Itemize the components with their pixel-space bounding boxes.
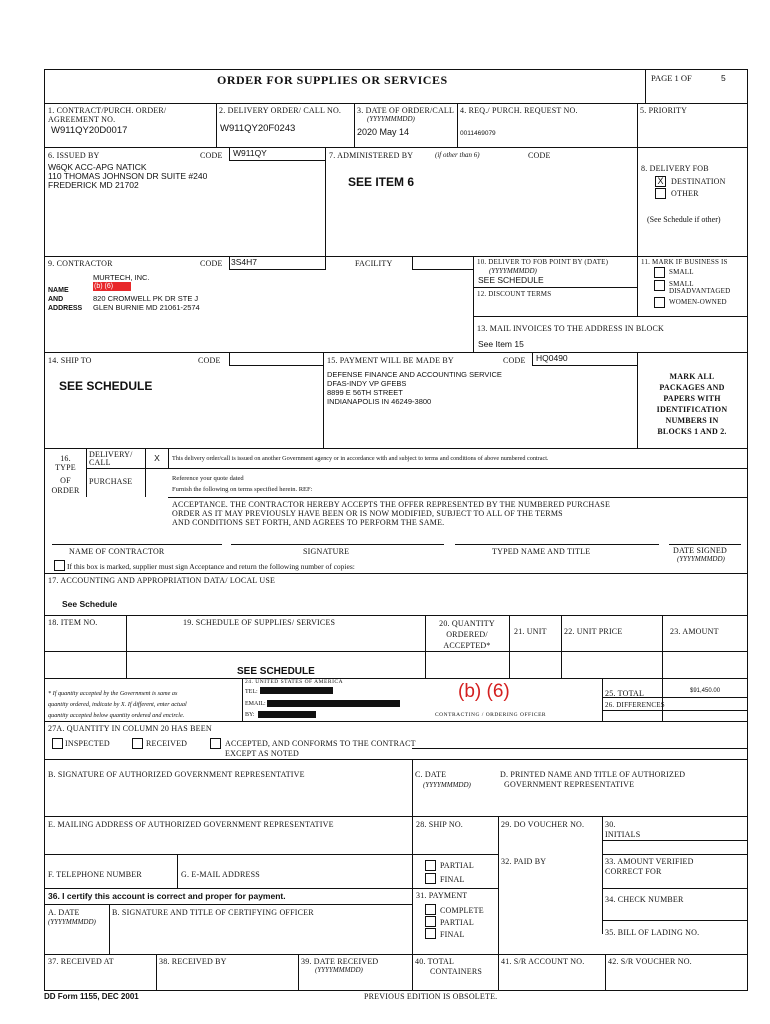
- block6-code-label: CODE: [200, 151, 223, 160]
- fob-other-checkbox[interactable]: [655, 188, 666, 199]
- block3-label: 3. DATE OF ORDER/CALL: [357, 106, 455, 115]
- ship-partial-label: PARTIAL: [440, 861, 474, 870]
- ship-final-checkbox[interactable]: [425, 873, 436, 884]
- ship-final-label: FINAL: [440, 875, 465, 884]
- block9-code-label: CODE: [200, 259, 223, 268]
- issuer-code: W911QY: [233, 148, 267, 158]
- payment-line-3: 8899 E 56TH STREET: [327, 388, 403, 397]
- women-owned-label: WOMEN-OWNED: [669, 298, 727, 306]
- block27g-label: G. E-MAIL ADDRESS: [181, 870, 260, 879]
- block27c-format: (YYYYMMMDD): [423, 781, 471, 789]
- block2-label: 2. DELIVERY ORDER/ CALL NO.: [219, 106, 342, 115]
- qty-note-1: * If quantity accepted by the Government is same as: [48, 690, 178, 697]
- block26-label: 26. DIFFERENCES: [605, 701, 665, 709]
- block7-note: (if other than 6): [435, 151, 480, 159]
- payment-line-4: INDIANAPOLIS IN 46249-3800: [327, 397, 432, 406]
- block39-label: 39. DATE RECEIVED: [301, 957, 379, 966]
- received-checkbox[interactable]: [132, 738, 143, 749]
- block40-label: 40. TOTAL: [415, 957, 455, 966]
- block30-label: 30.: [605, 820, 616, 829]
- sig-date-format: (YYYYMMMDD): [677, 555, 725, 563]
- block15-code-label: CODE: [503, 356, 526, 365]
- block36b-label: B. SIGNATURE AND TITLE OF CERTIFYING OFFICER: [112, 908, 314, 917]
- payment-office-code: HQ0490: [536, 353, 568, 363]
- fob-other-label: OTHER: [671, 189, 699, 198]
- payment-partial-label: PARTIAL: [440, 918, 474, 927]
- block9-label: 9. CONTRACTOR: [48, 259, 113, 268]
- sig-typed-label: TYPED NAME AND TITLE: [492, 547, 591, 556]
- block37-label: 37. RECEIVED AT: [48, 957, 114, 966]
- block15-label: 15. PAYMENT WILL BE MADE BY: [327, 356, 454, 365]
- delivery-call-label: DELIVERY/ CALL: [89, 450, 133, 467]
- small-disadvantaged-label: SMALL DISADVANTAGED: [669, 280, 731, 295]
- contracting-officer-label: CONTRACTING / ORDERING OFFICER: [435, 712, 547, 718]
- delivery-order-number: W911QY20F0243: [220, 123, 296, 134]
- purchase-line-1: Reference your quote dated: [172, 475, 244, 482]
- block16-label-3: OF: [60, 476, 71, 485]
- block42-label: 42. S/R VOUCHER NO.: [608, 957, 692, 966]
- block24-header: 24. UNITED STATES OF AMERICA: [245, 679, 344, 685]
- acceptance-line-3: AND CONDITIONS SET FORTH, AND AGREES TO PERFORM THE SAME.: [172, 518, 445, 527]
- block27c-label: C. DATE: [415, 770, 447, 779]
- facility-box: [412, 256, 474, 270]
- contractor-redaction-label: (b) (6): [94, 283, 114, 290]
- delivery-call-text: This delivery order/call is issued on another Government agency or in accordance with and subject to terms and conditions of above numbered contract.: [172, 455, 549, 462]
- small-business-label: SMALL: [669, 268, 694, 276]
- block18-label: 18. ITEM NO.: [48, 618, 98, 627]
- block27f-label: F. TELEPHONE NUMBER: [48, 870, 142, 879]
- mark-all-1: MARK ALL: [669, 372, 715, 381]
- qty-note-2: quantity ordered, indicate by X. If different, enter actual: [48, 701, 187, 708]
- contractor-code: 3S4H7: [231, 257, 257, 267]
- block14-code-label: CODE: [198, 356, 221, 365]
- requisition-number: 0011469079: [460, 130, 496, 137]
- order-date: 2020 May 14: [357, 127, 410, 137]
- payment-complete-checkbox[interactable]: [425, 904, 436, 915]
- block36-label: 36. I certify this account is correct and proper for payment.: [48, 891, 286, 901]
- payment-final-label: FINAL: [440, 930, 465, 939]
- redacted-signature: [258, 711, 316, 718]
- sig-name-label: NAME OF CONTRACTOR: [69, 547, 165, 556]
- ship-partial-checkbox[interactable]: [425, 860, 436, 871]
- redacted-tel: [260, 687, 333, 694]
- block28-label: 28. SHIP NO.: [416, 820, 463, 829]
- acceptance-line-1: ACCEPTANCE. THE CONTRACTOR HEREBY ACCEPTS THE OFFER REPRESENTED BY THE NUMBERED PURCHASE: [172, 500, 611, 509]
- block38-label: 38. RECEIVED BY: [159, 957, 227, 966]
- accounting-value: See Schedule: [62, 599, 118, 609]
- block14-label: 14. SHIP TO: [48, 356, 92, 365]
- block13-label: 13. MAIL INVOICES TO THE ADDRESS IN BLOCK: [477, 324, 665, 333]
- block7-code-label: CODE: [528, 151, 551, 160]
- redaction-b6-label: (b) (6): [458, 681, 510, 702]
- dd1155-form: [44, 69, 748, 991]
- block3-format: (YYYYMMMDD): [367, 115, 415, 123]
- block34-label: 34. CHECK NUMBER: [605, 895, 684, 904]
- small-disadvantaged-checkbox[interactable]: [654, 280, 665, 291]
- block16-label-2: TYPE: [55, 463, 76, 472]
- small-business-checkbox[interactable]: [654, 267, 665, 278]
- block4-label: 4. REQ./ PURCH. REQUEST NO.: [460, 106, 578, 115]
- block27b-label: B. SIGNATURE OF AUTHORIZED GOVERNMENT REPRESENTATIVE: [48, 770, 305, 779]
- block27e-label: E. MAILING ADDRESS OF AUTHORIZED GOVERNMENT REPRESENTATIVE: [48, 820, 334, 829]
- block29-label: 29. DO VOUCHER NO.: [501, 820, 585, 829]
- name-label: NAME: [48, 287, 69, 294]
- block16-label-1: 16.: [60, 454, 71, 463]
- purchase-label: PURCHASE: [89, 477, 133, 486]
- block8-label: 8. DELIVERY FOB: [641, 164, 709, 173]
- form-title: ORDER FOR SUPPLIES OR SERVICES: [217, 73, 448, 87]
- block40-label-2: CONTAINERS: [430, 967, 483, 976]
- mark-all-6: BLOCKS 1 AND 2.: [657, 427, 727, 436]
- block10-label: 10. DELIVER TO FOB POINT BY (DATE): [477, 258, 609, 266]
- issuer-line-3: FREDERICK MD 21702: [48, 180, 139, 190]
- page-label: PAGE 1 OF: [651, 73, 692, 83]
- acceptance-line-2: ORDER AS IT MAY PREVIOUSLY HAVE BEEN OR IS NOW MODIFIED, SUBJECT TO ALL OF THE TERMS: [172, 509, 563, 518]
- block22-label: 22. UNIT PRICE: [564, 627, 623, 636]
- fob-destination-checkbox[interactable]: X: [655, 176, 666, 187]
- block39-format: (YYYYMMMDD): [315, 966, 363, 974]
- contractor-address-2: GLEN BURNIE MD 21061-2574: [93, 303, 200, 312]
- block25-label: 25. TOTAL: [605, 689, 645, 698]
- block32-label: 32. PAID BY: [501, 857, 547, 866]
- fob-destination-label: DESTINATION: [671, 177, 726, 186]
- administered-by-value: SEE ITEM 6: [348, 175, 415, 189]
- block30-label-2: INITIALS: [605, 830, 641, 839]
- mark-all-5: NUMBERS IN: [665, 416, 719, 425]
- page-total: 5: [721, 73, 726, 83]
- accepted-checkbox[interactable]: [210, 738, 221, 749]
- block10-format: (YYYYMMMDD): [489, 267, 537, 275]
- footer-edition: PREVIOUS EDITION IS OBSOLETE.: [364, 992, 498, 1001]
- payment-partial-checkbox[interactable]: [425, 916, 436, 927]
- ship-to-value: SEE SCHEDULE: [59, 379, 153, 393]
- block23-label: 23. AMOUNT: [670, 627, 719, 636]
- total-amount: $91,450.00: [690, 688, 721, 694]
- deliver-by-value: SEE SCHEDULE: [478, 275, 544, 285]
- sig-signature-label: SIGNATURE: [303, 547, 350, 556]
- block16-label-4: ORDER: [51, 486, 80, 495]
- mark-all-3: PAPERS WITH: [663, 394, 721, 403]
- block5-label: 5. PRIORITY: [640, 106, 688, 115]
- block27a-label: 27A. QUANTITY IN COLUMN 20 HAS BEEN: [48, 724, 212, 733]
- fob-note: (See Schedule if other): [647, 215, 721, 224]
- schedule-value: SEE SCHEDULE: [237, 666, 315, 677]
- qty-note-3: quantity accepted below quantity ordered and encircle.: [48, 712, 185, 719]
- block33-label-2: CORRECT FOR: [605, 867, 662, 876]
- mark-all-4: IDENTIFICATION: [656, 405, 728, 414]
- block27d-label-2: GOVERNMENT REPRESENTATIVE: [504, 780, 635, 789]
- issuer-line-2: 110 THOMAS JOHNSON DR SUITE #240: [48, 171, 208, 181]
- payment-complete-label: COMPLETE: [440, 906, 484, 915]
- contract-number: W911QY20D0017: [51, 125, 128, 136]
- block1-label: 1. CONTRACT/PURCH. ORDER/ AGREEMENT NO.: [48, 106, 167, 124]
- contractor-name: MURTECH, INC.: [93, 273, 150, 282]
- footer-form-id: DD Form 1155, DEC 2001: [44, 992, 139, 1001]
- block27d-label: D. PRINTED NAME AND TITLE OF AUTHORIZED: [500, 770, 686, 779]
- accepted-label: ACCEPTED, AND CONFORMS TO THE CONTRACT EXCEPT AS NOTED: [225, 739, 416, 758]
- block12-label: 12. DISCOUNT TERMS: [477, 290, 552, 298]
- and-label: AND: [48, 296, 64, 303]
- delivery-call-mark: X: [154, 453, 160, 463]
- sig-date-label: DATE SIGNED: [673, 546, 727, 555]
- inspected-checkbox[interactable]: [52, 738, 63, 749]
- mail-invoices-value: See Item 15: [478, 339, 524, 349]
- address-label: ADDRESS: [48, 305, 83, 312]
- payment-line-2: DFAS-INDY VP GFEBS: [327, 379, 407, 388]
- block33-label: 33. AMOUNT VERIFIED: [605, 857, 694, 866]
- block41-label: 41. S/R ACCOUNT NO.: [501, 957, 585, 966]
- purchase-line-2: Furnish the following on terms specified herein. REF:: [172, 486, 313, 493]
- return-copies-note: If this box is marked, supplier must sign Acceptance and return the following number of copies:: [67, 562, 355, 571]
- block19-label: 19. SCHEDULE OF SUPPLIES/ SERVICES: [183, 618, 336, 627]
- block31-label: 31. PAYMENT: [416, 891, 468, 900]
- issuer-line-1: W6QK ACC-APG NATICK: [48, 162, 147, 172]
- payment-line-1: DEFENSE FINANCE AND ACCOUNTING SERVICE: [327, 370, 502, 379]
- block35-label: 35. BILL OF LADING NO.: [605, 928, 700, 937]
- redacted-email: [267, 700, 400, 707]
- block11-label: 11. MARK IF BUSINESS IS: [641, 258, 728, 266]
- mark-all-2: PACKAGES AND: [659, 383, 725, 392]
- facility-label: FACILITY: [355, 259, 393, 268]
- inspected-label: INSPECTED: [65, 739, 110, 748]
- block14-code-box: [229, 352, 324, 366]
- block17-label: 17. ACCOUNTING AND APPROPRIATION DATA/ LOCAL USE: [48, 576, 276, 585]
- block36a-format: (YYYYMMMDD): [48, 918, 96, 926]
- block24-email-label: EMAIL:: [245, 701, 266, 707]
- block7-label: 7. ADMINISTERED BY: [329, 151, 414, 160]
- received-label: RECEIVED: [146, 739, 188, 748]
- contractor-address-1: 820 CROMWELL PK DR STE J: [93, 294, 199, 303]
- block24-tel-label: TEL:: [245, 689, 258, 695]
- block20-label: 20. QUANTITY ORDERED/ ACCEPTED*: [439, 619, 495, 650]
- block6-label: 6. ISSUED BY: [48, 151, 100, 160]
- women-owned-checkbox[interactable]: [654, 297, 665, 308]
- block24-by-label: BY:: [245, 712, 255, 718]
- return-copies-checkbox[interactable]: [54, 560, 65, 571]
- block21-label: 21. UNIT: [514, 627, 547, 636]
- block36a-label: A. DATE: [48, 908, 80, 917]
- payment-final-checkbox[interactable]: [425, 928, 436, 939]
